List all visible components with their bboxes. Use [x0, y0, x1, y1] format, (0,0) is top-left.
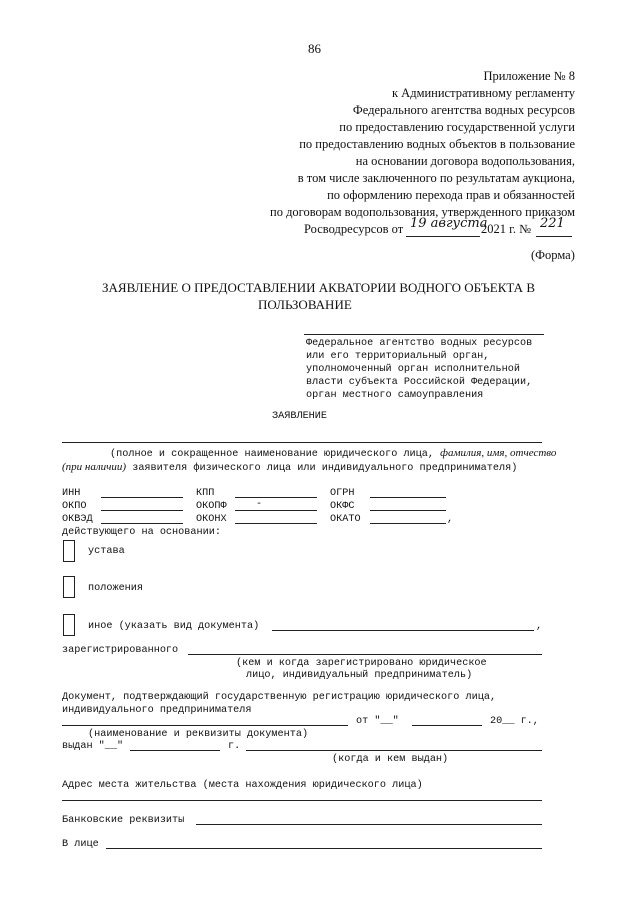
address-label: Адрес места жительства (места нахождения юридического лица): [62, 780, 423, 791]
okfs-field[interactable]: [370, 510, 446, 511]
document-name-hint: (наименование и реквизиты документа): [88, 729, 309, 740]
registered-label: зарегистрированного: [62, 645, 179, 656]
header-line: по предоставлению водных объектов в пользование: [299, 137, 575, 151]
okato-field[interactable]: [370, 523, 446, 524]
issued-hint: (когда и кем выдан): [332, 754, 449, 765]
other-document-comma: ,: [536, 621, 543, 632]
regulation-label: положения: [88, 583, 144, 594]
issued-g-label: г.: [228, 741, 241, 752]
charter-label: устава: [88, 546, 125, 557]
okato-comma: ,: [447, 514, 454, 525]
header-line: на основании договора водопользования,: [355, 154, 575, 168]
order-date-underline: [406, 236, 480, 237]
addressee-line: власти субъекта Российской Федерации,: [306, 377, 533, 388]
order-date-handwritten: 19 августа: [410, 216, 488, 231]
ogrn-label: ОГРН: [330, 488, 355, 499]
other-document-label: иное (указать вид документа): [88, 621, 260, 632]
okopf-label: ОКОПФ: [196, 501, 227, 512]
representative-field[interactable]: [106, 848, 542, 849]
registered-hint: (кем и когда зарегистрировано юридическое: [236, 658, 487, 669]
document-date-from: от "__": [356, 716, 399, 727]
okonh-field[interactable]: [235, 523, 317, 524]
order-prefix: Росводресурсов от: [304, 222, 404, 236]
ogrn-field[interactable]: [370, 497, 446, 498]
header-line: Приложение № 8: [483, 69, 575, 83]
registered-hint-2: лицо, индивидуальный предприниматель): [246, 670, 473, 681]
header-line: по договорам водопользования, утвержденного приказом: [270, 205, 575, 219]
applicant-hint-text: заявителя физического лица или индивидуального предпринимателя): [132, 463, 518, 474]
issued-by-field[interactable]: [246, 750, 542, 751]
addressee-line: уполномоченный орган исполнительной: [306, 364, 520, 375]
bank-details-label: Банковские реквизиты: [62, 815, 185, 826]
okved-label: ОКВЭД: [62, 514, 93, 525]
address-field[interactable]: [62, 800, 542, 801]
applicant-hint-text: (полное и сокращенное наименование юридического лица,: [110, 449, 435, 460]
okpo-label: ОКПО: [62, 501, 87, 512]
order-number-underline: [536, 236, 572, 237]
kpp-label: КПП: [196, 488, 215, 499]
document-date-month-field[interactable]: [412, 725, 482, 726]
order-number-handwritten: 221: [540, 216, 565, 231]
addressee-line: или его территориальный орган,: [306, 351, 490, 362]
okpo-field[interactable]: [101, 510, 183, 511]
document-name-field[interactable]: [62, 725, 348, 726]
header-line: к Административному регламенту: [391, 86, 575, 100]
applicant-hint-2: [62, 461, 517, 474]
form-label: (Форма): [531, 248, 575, 262]
addressee-topline: [304, 334, 544, 335]
inn-field[interactable]: [101, 497, 183, 498]
inn-label: ИНН: [62, 488, 81, 499]
page-number: 86: [308, 41, 321, 56]
okved-field[interactable]: [101, 523, 183, 524]
header-line: по оформлению перехода прав и обязанностей: [327, 188, 575, 202]
registered-field[interactable]: [188, 654, 542, 655]
okfs-label: ОКФС: [330, 501, 355, 512]
document-label-2: индивидуального предпринимателя: [62, 705, 252, 716]
applicant-hint-italic: (при наличии): [62, 461, 127, 473]
kpp-field[interactable]: [235, 497, 317, 498]
bank-details-field[interactable]: [196, 824, 542, 825]
document-label: Документ, подтверждающий государственную регистрацию юридического лица,: [62, 692, 497, 703]
applicant-hint-italic: фамилия, имя, отчество: [440, 447, 557, 459]
issued-date-field[interactable]: [130, 750, 220, 751]
okonh-label: ОКОНХ: [196, 514, 227, 525]
acting-basis-label: действующего на основании:: [62, 527, 221, 538]
applicant-hint: [110, 447, 556, 460]
header-line: в том числе заключенного по результатам аукциона,: [297, 171, 575, 185]
other-document-checkbox[interactable]: [63, 614, 75, 636]
order-year: 2021 г. №: [481, 222, 532, 236]
issued-label: выдан "__": [62, 741, 124, 752]
addressee-line: орган местного самоуправления: [306, 390, 484, 401]
other-document-field[interactable]: [272, 630, 534, 631]
okopf-field[interactable]: [235, 510, 317, 511]
document-title: ЗАЯВЛЕНИЕ О ПРЕДОСТАВЛЕНИИ АКВАТОРИИ ВОДНОГО ОБЪЕКТА В: [102, 280, 535, 295]
header-line: по предоставлению государственной услуги: [339, 120, 575, 134]
okato-label: ОКАТО: [330, 514, 361, 525]
addressee-line: Федеральное агентство водных ресурсов: [306, 338, 533, 349]
document-title-cont: ПОЛЬЗОВАНИЕ: [258, 297, 352, 312]
charter-checkbox[interactable]: [63, 540, 75, 562]
header-line: Федерального агентства водных ресурсов: [352, 103, 575, 117]
okopf-value: -: [256, 499, 263, 510]
document-date-year: 20__ г.,: [490, 716, 539, 727]
regulation-checkbox[interactable]: [63, 576, 75, 598]
representative-label: В лице: [62, 839, 99, 850]
applicant-name-field[interactable]: [62, 442, 542, 443]
statement-heading: ЗАЯВЛЕНИЕ: [272, 411, 328, 422]
